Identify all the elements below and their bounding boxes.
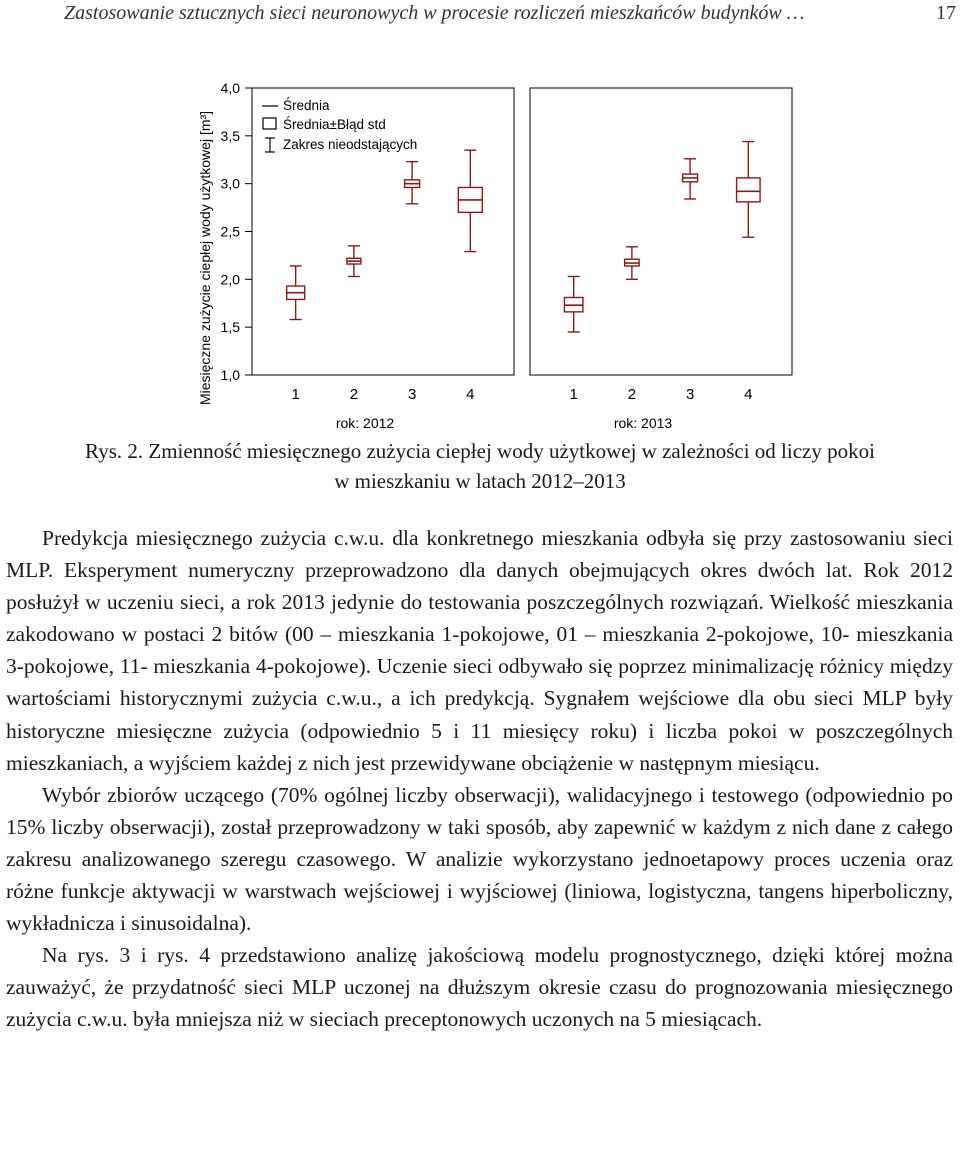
caption-line-2: w mieszkaniu w latach 2012–2013: [334, 469, 626, 493]
body-text: [6, 522, 953, 1036]
x-tick-label: 3: [407, 386, 417, 403]
page-number: 17: [936, 2, 956, 24]
figure-caption: [40, 436, 920, 496]
y-axis: [221, 80, 252, 383]
legend-label: Średnia: [283, 98, 330, 113]
x-tick-label: 4: [744, 386, 753, 403]
chart-panel: [530, 88, 792, 431]
y-tick-label: 4,0: [220, 80, 240, 96]
panel-label: rok: 2012: [335, 415, 395, 431]
page-header: [0, 0, 960, 40]
legend-label: Średnia±Błąd std: [283, 117, 386, 132]
x-tick-label: 1: [291, 386, 300, 403]
box-se: [737, 178, 761, 202]
x-tick-label: 2: [627, 386, 637, 403]
y-tick-label: 2,0: [220, 271, 240, 288]
running-title: Zastosowanie sztucznych sieci neuronowych w procesie rozliczeń mieszkańców budynków …: [64, 2, 805, 24]
boxplot-figure: [0, 60, 960, 450]
legend-se-swatch: [263, 118, 276, 129]
panel-label: rok: 2013: [613, 415, 673, 431]
x-tick-label: 3: [685, 386, 695, 403]
y-tick-label: 3,0: [220, 175, 240, 192]
y-tick-label: 3,5: [220, 127, 240, 144]
y-tick-label: 1,5: [220, 319, 240, 336]
y-tick-label: 1,0: [220, 367, 240, 383]
caption-line-1: Rys. 2. Zmienność miesięcznego zużycia ciepłej wody użytkowej w zależności od liczy pokoi: [85, 439, 875, 463]
legend-label: Zakres nieodstających: [283, 137, 418, 152]
y-tick-label: 2,5: [220, 223, 240, 240]
paragraph-3: Na rys. 3 i rys. 4 przedstawiono analizę jakościową modelu prognostycznego, dzięki której można zauważyć, że przydatność sieci MLP uczonej na dłuższym okresie czasu do prognozowania miesięcznego zużycia c.w.u. była mniejsza niż w sieciach preceptonowych uczonych na 5 miesiącach.: [6, 943, 953, 1032]
y-axis-label: Miesięczne zużycie ciepłej wody użytkowej [m³]: [197, 110, 213, 406]
paragraph-2: Wybór zbiorów uczącego (70% ogólnej liczby obserwacji), walidacyjnego i testowego (odpowiednio po 15% liczby obserwacji), został przeprowadzony w taki sposób, aby zapewnić w każdym z nich dane z całego zakresu analizowanego szeregu czasowego. W analizie wykorzystano jednoetapowy proces uczenia oraz różne funkcje aktywacji w warstwach wejściowej i wyjściowej (liniowa, logistyczna, tangens hiperboliczny, wykładnicza i sinusoidalna).: [6, 782, 953, 936]
chart-legend: [262, 98, 417, 152]
x-tick-label: 4: [466, 386, 475, 403]
x-tick-label: 2: [349, 386, 359, 403]
paragraph-1: Predykcja miesięcznego zużycia c.w.u. dla konkretnego mieszkania odbyła się przy zastosowaniu sieci MLP. Eksperyment numeryczny przeprowadzono dla danych obejmujących okres dwóch lat. Rok 2012 posłużył w uczeniu sieci, a rok 2013 jedynie do testowania poszczególnych rozwiązań. Wielkość mieszkania zakodowano w postaci 2 bitów (00 – mieszkania 1-pokojowe, 01 – mieszkania 2-pokojowe, 10- mieszkania 3-pokojowe, 11- mieszkania 4-pokojowe). Uczenie sieci odbywało się poprzez minimalizację różnicy między wartościami historycznymi zużycia c.w.u., a ich predykcją. Sygnałem wejściowe dla obu sieci MLP były historyczne miesięczne zużycia (odpowiednio 5 i 11 miesięcy roku) i liczba pokoi w poszczególnych mieszkaniach, a wyjściem każdej z nich jest przewidywane obciążenie w następnym miesiącu.: [6, 526, 953, 775]
x-tick-label: 1: [569, 386, 578, 403]
